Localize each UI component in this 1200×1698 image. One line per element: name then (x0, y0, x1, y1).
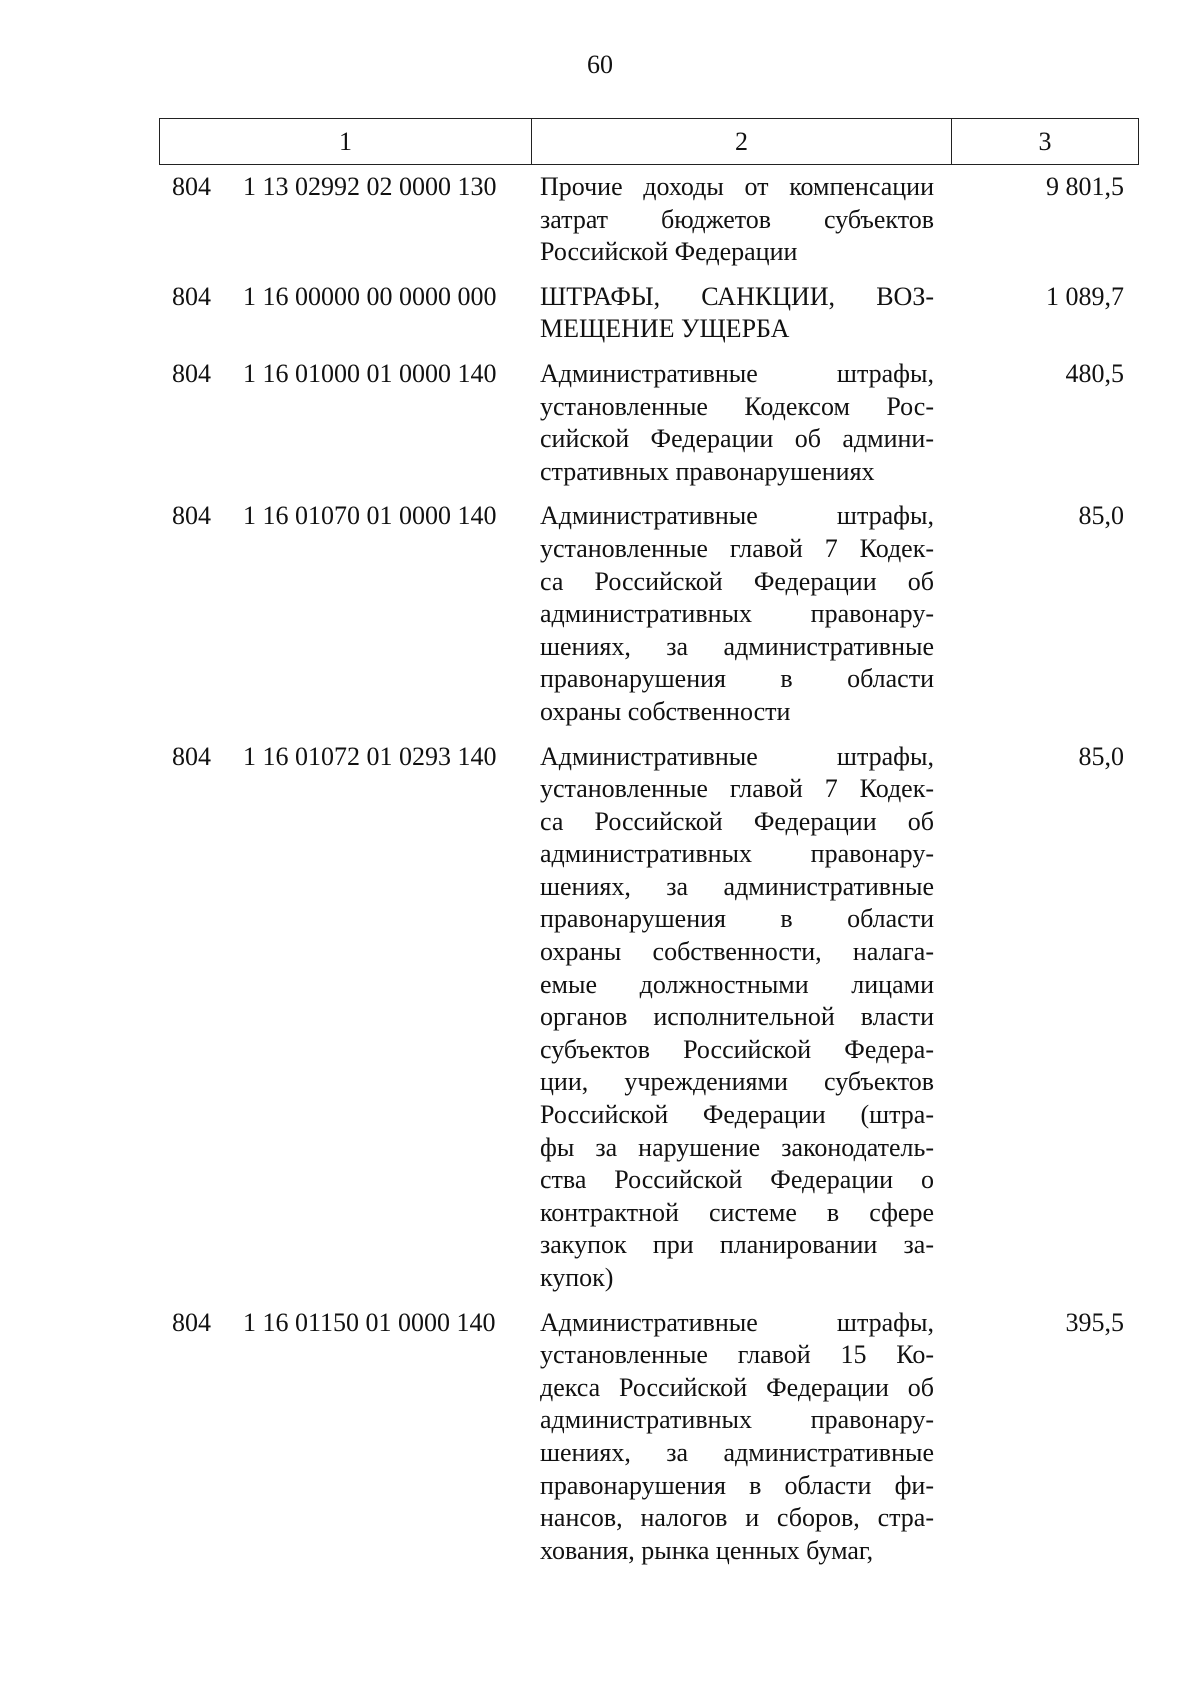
table-body (0, 171, 1200, 1579)
income-name-line: са Российской Федерации об (540, 566, 934, 596)
income-name-line: МЕЩЕНИЕ УЩЕРБА (540, 314, 790, 344)
table-row (0, 281, 1200, 346)
income-name-line: правонарушения в области (540, 904, 934, 934)
income-name-line: фы за нарушение законодатель- (540, 1132, 934, 1162)
admin-code: 804 (172, 501, 211, 531)
income-name-line: охраны собственности, налага- (540, 937, 934, 967)
admin-code: 804 (172, 172, 211, 201)
income-name-line: закупок при планировании за- (540, 1230, 934, 1260)
budget-classification-code: 1 16 01150 01 0000 140 (243, 1307, 496, 1337)
income-name-line: шениях, за административные (540, 1437, 934, 1467)
amount-value: 85,0 (1078, 501, 1124, 531)
admin-code: 804 (172, 358, 211, 388)
income-name-line: установленные главой 7 Кодек- (540, 774, 934, 804)
income-name-line: шениях, за административные (540, 871, 934, 901)
admin-code: 804 (172, 281, 211, 311)
table-header (159, 118, 1139, 165)
admin-code: 804 (172, 741, 211, 771)
income-name (540, 281, 934, 346)
income-name-line: са Российской Федерации об (540, 806, 934, 836)
income-name-line: декса Российской Федерации об (540, 1372, 934, 1402)
header-col-3: 3 (1038, 126, 1052, 156)
income-name-line: емые должностными лицами (540, 969, 934, 999)
income-name-line: административных правонару- (540, 1405, 934, 1435)
income-name-line: купок) (540, 1263, 614, 1292)
header-col-1: 1 (160, 119, 532, 164)
budget-classification-code: 1 16 00000 00 0000 000 (243, 281, 497, 311)
budget-classification-code: 1 16 01000 01 0000 140 (243, 358, 497, 388)
table-row (0, 741, 1200, 1295)
header-col-2: 2 (532, 119, 952, 164)
income-name-line: административных правонару- (540, 599, 934, 629)
admin-code: 804 (172, 1307, 211, 1337)
income-name-line: Административные штрафы, (540, 1307, 934, 1337)
income-name-line: Административные штрафы, (540, 501, 934, 531)
income-name-line: правонарушения в области (540, 664, 934, 694)
table-row (0, 1307, 1200, 1568)
income-name-line: стративных правонарушениях (540, 456, 875, 486)
income-name-line: административных правонару- (540, 839, 934, 869)
income-name-line: субъектов Российской Федера- (540, 1034, 934, 1064)
income-name-line: установленные главой 7 Кодек- (540, 533, 934, 563)
income-name-line: шениях, за административные (540, 631, 934, 661)
budget-classification-code: 1 16 01070 01 0000 140 (243, 501, 497, 531)
income-name-line: ШТРАФЫ, САНКЦИИ, ВОЗ- (540, 281, 934, 311)
amount-value: 1 089,7 (1046, 281, 1124, 311)
income-name-line: правонарушения в области фи- (540, 1470, 934, 1500)
income-name (540, 500, 934, 728)
income-name-line: ства Российской Федерации о (540, 1165, 934, 1195)
page-number: 60 (587, 50, 613, 79)
amount-value: 9 801,5 (1046, 172, 1124, 201)
income-name-line: нансов, налогов и сборов, стра- (540, 1503, 934, 1533)
income-name-line: установленные Кодексом Рос- (540, 391, 934, 421)
income-name-line: ции, учреждениями субъектов (540, 1067, 934, 1097)
income-name-line: Прочие доходы от компенсации (540, 172, 934, 201)
income-name-line: сийской Федерации об админи- (540, 424, 934, 454)
table-row (0, 500, 1200, 728)
income-name (540, 1307, 934, 1568)
budget-classification-code: 1 13 02992 02 0000 130 (243, 172, 497, 201)
income-name (540, 741, 934, 1295)
amount-value: 85,0 (1078, 741, 1124, 771)
income-name-line: Административные штрафы, (540, 741, 934, 771)
table-row (0, 358, 1200, 488)
income-name-line: Административные штрафы, (540, 358, 934, 388)
income-name (540, 358, 934, 488)
amount-value: 480,5 (1065, 358, 1124, 388)
income-name-line: охраны собственности (540, 696, 791, 726)
income-name-line: органов исполнительной власти (540, 1002, 934, 1032)
amount-value: 395,5 (1065, 1307, 1124, 1337)
income-name (540, 171, 934, 269)
income-name-line: Российской Федерации (540, 237, 798, 267)
income-name-line: контрактной системе в сфере (540, 1197, 934, 1227)
income-name-line: Российской Федерации (штра- (540, 1100, 934, 1130)
income-name-line: хования, рынка ценных бумаг, (540, 1535, 874, 1565)
table-row (0, 171, 1200, 269)
income-name-line: затрат бюджетов субъектов (540, 204, 934, 234)
income-name-line: установленные главой 15 Ко- (540, 1340, 934, 1370)
budget-classification-code: 1 16 01072 01 0293 140 (243, 741, 497, 771)
